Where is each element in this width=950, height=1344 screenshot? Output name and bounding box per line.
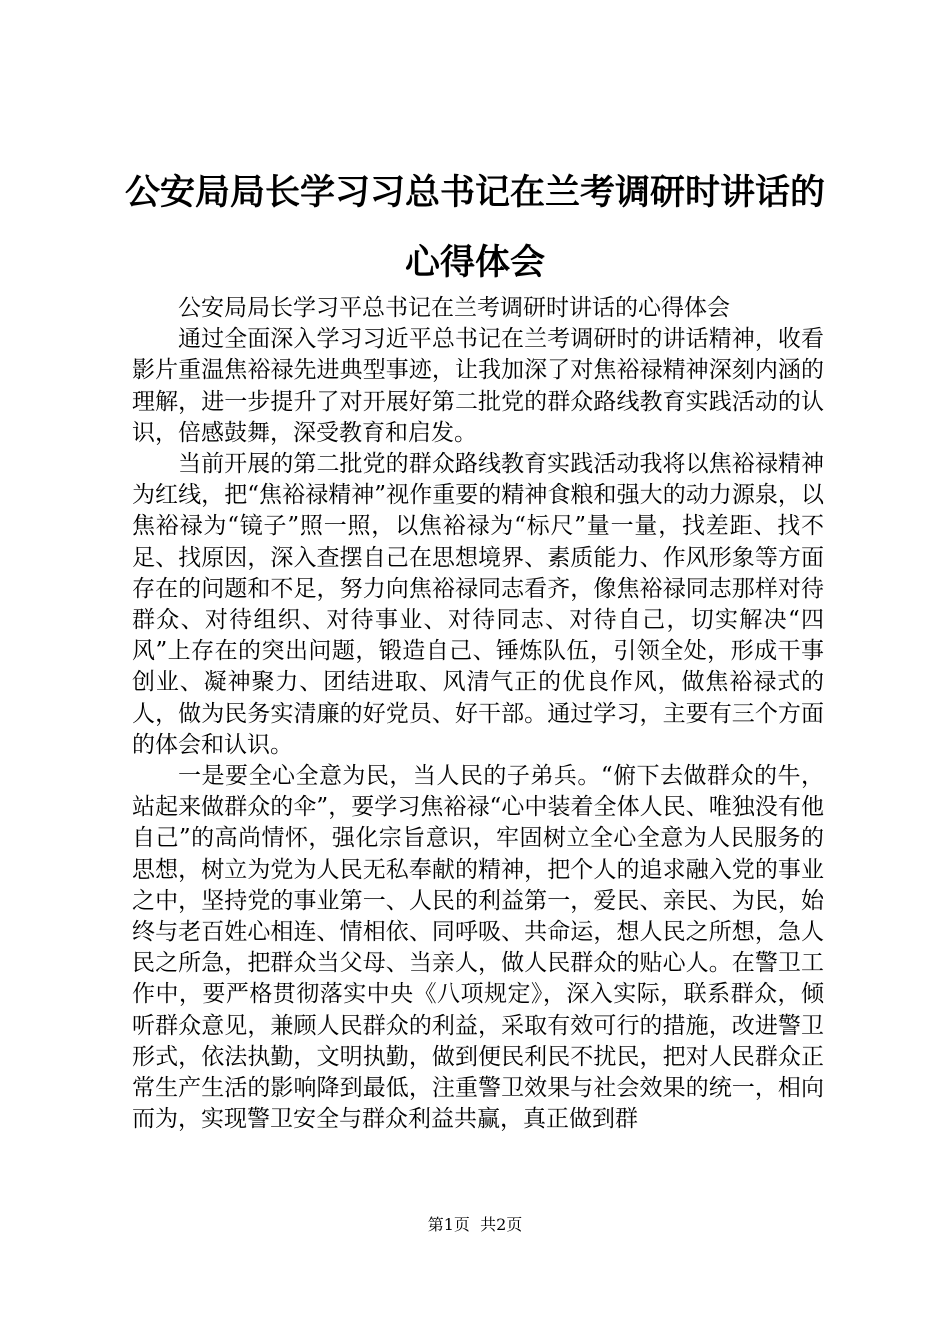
document-body [132, 293, 824, 1135]
page-footer: 第1页 共2页 [427, 1215, 523, 1234]
paragraph-point-one: 一是要全心全意为民，当人民的子弟兵。“俯下去做群众的牛，站起来做群众的伞”，要学习焦裕禄“心中装着全体人民、唯独没有他自己”的高尚情怀，强化宗旨意识，牢固树立全心全意为人民服务的思想，树立为党为人民无私奉献的精神，把个人的追求融入党的事业之中，坚持党的事业第一、人民的利益第一，爱民、亲民、为民，始终与老百姓心相连、情相依、同呼吸、共命运，想人民之所想，急人民之所急，把群众当父母、当亲人，做人民群众的贴心人。在警卫工作中，要严格贯彻落实中央《八项规定》，深入实际，联系群众，倾听群众意见，兼顾人民群众的利益，采取有效可行的措施，改进警卫形式，依法执勤，文明执勤，做到便民利民不扰民，把对人民群众正常生产生活的影响降到最低，注重警卫效果与社会效果的统一，相向而为，实现警卫安全与群众利益共赢，真正做到群 [132, 763, 824, 1133]
document-title [100, 158, 850, 298]
paragraph-subtitle: 公安局局长学习平总书记在兰考调研时讲话的心得体会 [178, 295, 730, 321]
title-line-2: 心得体会 [404, 243, 545, 283]
paragraph-intro: 通过全面深入学习习近平总书记在兰考调研时的讲话精神，收看影片重温焦裕禄先进典型事迹，让我加深了对焦裕禄精神深刻内涵的理解，进一步提升了对开展好第二批党的群众路线教育实践活动的认识，倍感鼓舞，深受教育和启发。 [132, 326, 824, 446]
paragraph-current-activity: 当前开展的第二批党的群众路线教育实践活动我将以焦裕禄精神为红线，把“焦裕禄精神”视作重要的精神食粮和强大的动力源泉，以焦裕禄为“镜子”照一照，以焦裕禄为“标尺”量一量，找差距、找不足、找原因，深入查摆自己在思想境界、素质能力、作风形象等方面存在的问题和不足，努力向焦裕禄同志看齐，像焦裕禄同志那样对待群众、对待组织、对待事业、对待同志、对待自己，切实解决“四风”上存在的突出问题，锻造自己、锤炼队伍，引领全处，形成干事创业、凝神聚力、团结进取、风清气正的优良作风，做焦裕禄式的人，做为民务实清廉的好党员、好干部。通过学习，主要有三个方面的体会和认识。 [132, 451, 824, 758]
title-line-1: 公安局局长学习习总书记在兰考调研时讲话的 [124, 173, 825, 213]
